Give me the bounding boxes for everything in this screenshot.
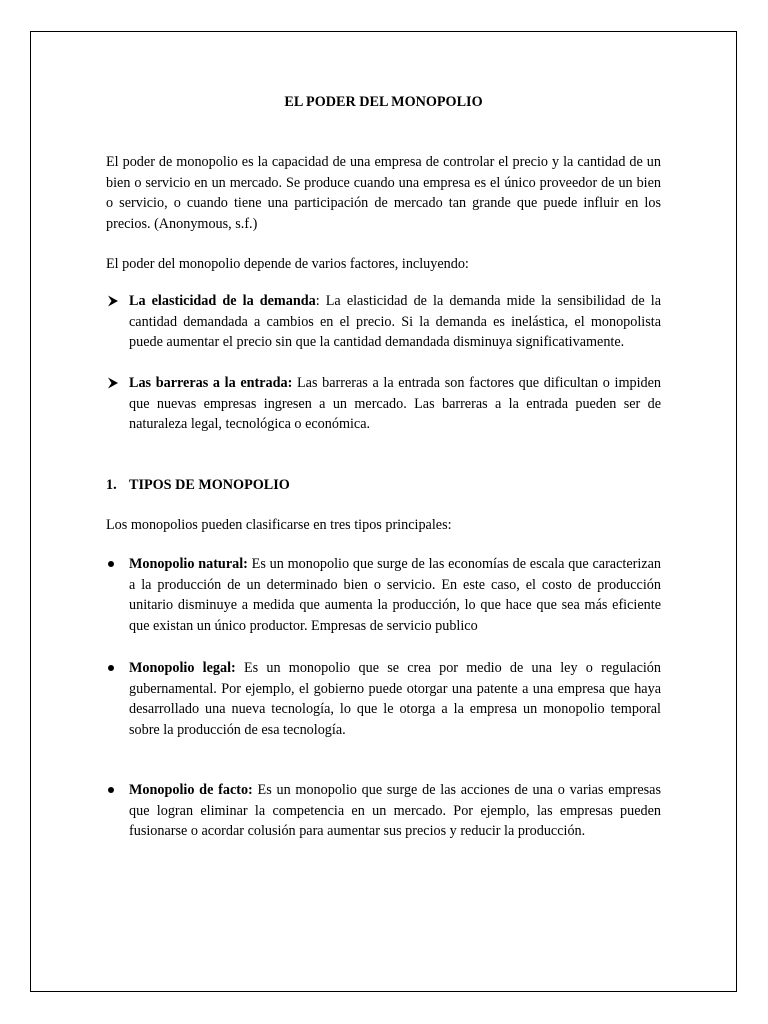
type-term: Monopolio de facto: (129, 782, 253, 798)
arrow-bullet-icon (106, 291, 126, 311)
type-item-natural (106, 554, 661, 636)
factor-item-barriers (106, 373, 661, 435)
factor-text (129, 373, 661, 435)
type-description: Es un monopolio que se crea por medio de una ley o regulación gubernamental. Por ejemplo, el gobierno puede otorgar una patente a una empresa que haya desarrollado una nueva tecnología, lo que le otorga a la empresa un monopolio temporal sobre la producción de esa tecnología. (129, 660, 661, 738)
factor-term: Las barreras a la entrada: (129, 375, 293, 391)
factor-separator: : (315, 293, 320, 309)
bullet-dot-icon (106, 554, 126, 574)
factor-text (129, 291, 661, 353)
section-intro: Los monopolios pueden clasificarse en tres tipos principales: (106, 517, 452, 533)
type-text (129, 780, 661, 842)
section-title: TIPOS DE MONOPOLIO (129, 477, 290, 493)
factor-item-elasticity (106, 291, 661, 353)
type-description: Es un monopolio que surge de las acciones de una o varias empresas que logran eliminar la competencia en un mercado. Por ejemplo, las empresas pueden fusionarse o acordar colusión para aumentar sus precios y reducir la producción. (129, 782, 661, 839)
intro-paragraph: El poder de monopolio es la capacidad de una empresa de controlar el precio y la cantidad de un bien o servicio en un mercado. Se produce cuando una empresa es el único proveedor de un bien o servicio, o cuando tiene una participación de mercado tan grande que puede influir en los precios. (Anonymous, s.f.) (106, 154, 661, 232)
section-number: 1. (106, 477, 117, 493)
type-item-legal (106, 658, 661, 740)
type-term: Monopolio natural: (129, 556, 248, 572)
factors-intro: El poder del monopolio depende de varios factores, incluyendo: (106, 256, 469, 272)
arrow-bullet-icon (106, 373, 126, 393)
type-item-facto (106, 780, 661, 842)
section-heading-tipos (106, 475, 661, 495)
factor-description: Las barreras a la entrada son factores que dificultan o impiden que nuevas empresas ingresen a un mercado. Las barreras a la entrada pueden ser de naturaleza legal, tecnológica o económica. (129, 375, 662, 432)
type-term: Monopolio legal: (129, 660, 236, 676)
type-description: Es un monopolio que surge de las economías de escala que caracterizan a la producción de un determinado bien o servicio. En este caso, el costo de producción unitario disminuye a medida que aumenta la producción, lo que hace que sea más eficiente que existan un único productor. Empresas de servicio publico (129, 556, 661, 634)
type-text (129, 554, 661, 636)
factor-term: La elasticidad de la demanda (129, 293, 316, 309)
factor-description: La elasticidad de la demanda mide la sensibilidad de la cantidad demandada a cambios en el precio. Si la demanda es inelástica, el monopolista puede aumentar el precio sin que la cantidad demandada disminuya significativamente. (129, 293, 662, 350)
bullet-dot-icon (106, 780, 126, 800)
bullet-dot-icon (106, 658, 126, 678)
type-text (129, 658, 661, 740)
document-title: EL PODER DEL MONOPOLIO (284, 94, 483, 110)
